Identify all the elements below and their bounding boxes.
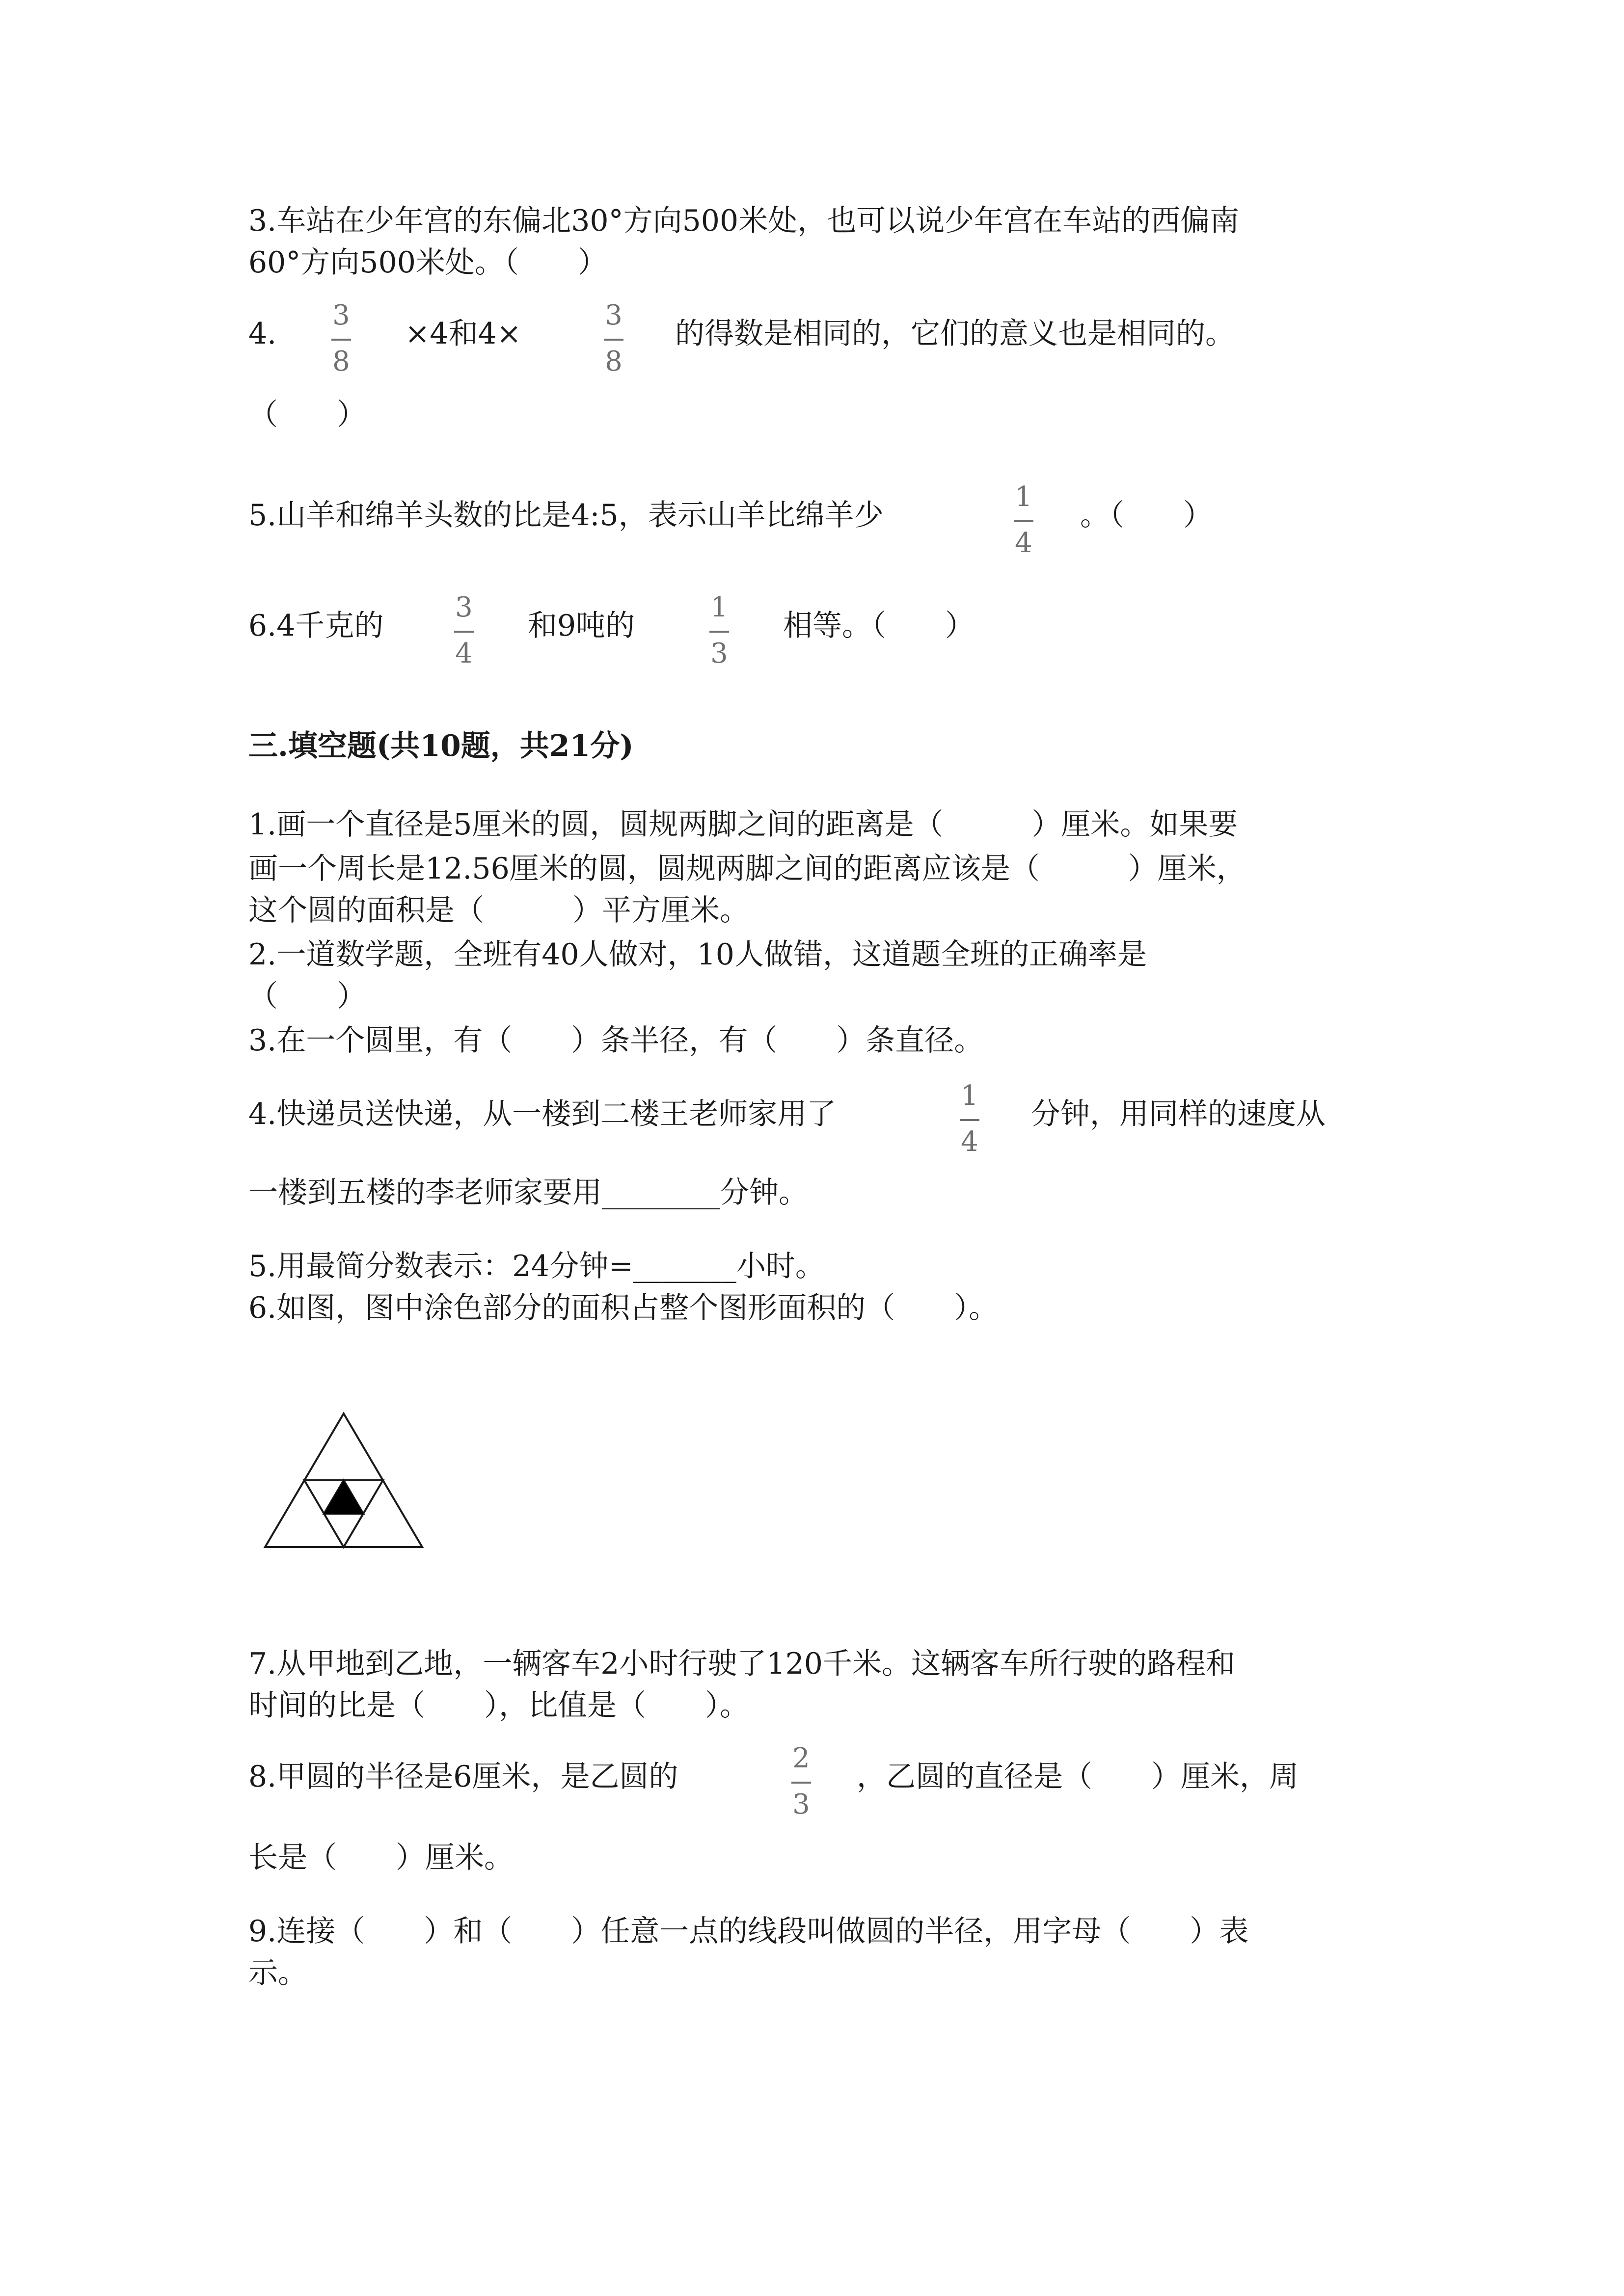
fraction-denominator: 8 [332,346,350,377]
fill-q9-line2: 示。 [248,1956,307,1990]
fraction-bar [604,339,623,341]
fraction-bar [709,631,729,633]
fraction-denominator: 4 [961,1126,978,1158]
judge-q5-tail: 。（ ） [1080,498,1213,533]
fraction-numerator: 3 [605,299,623,331]
fraction-numerator: 1 [710,591,728,623]
judge-q4-fraction-2 [594,298,633,382]
fraction-denominator: 3 [792,1789,810,1820]
fill-q4-text: 4.快递员送快递，从一楼到二楼王老师家用了 [248,1097,837,1131]
judge-q6-middle: 和9吨的 [528,609,635,643]
judge-q4-answer-blank: （ ） [248,398,366,432]
fill-q4-tail: 分钟，用同样的速度从 [1031,1097,1326,1131]
fraction-bar [791,1782,811,1784]
fill-q1-line1: 1.画一个直径是5厘米的圆，圆规两脚之间的距离是（ ）厘米。如果要 [248,807,1238,842]
judge-q5-fraction [1004,480,1043,563]
judge-q4-fraction-1 [322,298,361,382]
fill-q7-line2: 时间的比是（ ），比值是（ ）。 [248,1688,749,1723]
fill-q8-text: 8.甲圆的半径是6厘米，是乙圆的 [248,1760,678,1794]
fraction-bar [960,1119,979,1121]
fill-q3: 3.在一个圆里，有（ ）条半径，有（ ）条直径。 [248,1023,984,1058]
fraction-bar [1014,520,1033,522]
fill-q4-fraction [950,1079,989,1162]
fraction-bar [454,631,474,633]
fill-q1-line2: 画一个周长是12.56厘米的圆，圆规两脚之间的距离应该是（ ）厘米， [248,852,1246,886]
fill-q1-line3: 这个圆的面积是（ ）平方厘米。 [248,893,749,928]
judge-q4-tail: 的得数是相同的，它们的意义也是相同的。 [675,317,1235,351]
fill-q5: 5.用最简分数表示：24分钟=_______小时。 [248,1249,825,1283]
fill-q8-tail: ，乙圆的直径是（ ）厘米，周 [857,1760,1299,1794]
fraction-numerator: 3 [455,591,473,623]
judge-q3-line2: 60°方向500米处。（ ） [248,245,607,280]
judge-q3-line1: 3.车站在少年宫的东偏北30°方向500米处，也可以说少年宫在车站的西偏南 [248,204,1240,238]
judge-q5-text: 5.山羊和绵羊头数的比是4:5，表示山羊比绵羊少 [248,498,884,533]
fraction-numerator: 3 [332,299,350,331]
judge-q6-fraction-1 [444,590,484,674]
fill-q2-line2: （ ） [248,979,366,1014]
fill-q9-line1: 9.连接（ ）和（ ）任意一点的线段叫做圆的半径，用字母（ ）表 [248,1914,1249,1949]
fraction-denominator: 4 [455,638,473,669]
judge-q6-fraction-2 [700,590,739,674]
nested-triangles-figure [255,1404,432,1561]
shaded-triangle [324,1480,363,1514]
fraction-denominator: 4 [1015,527,1032,559]
fraction-bar [331,339,351,341]
judge-q4-middle: ×4和4× [405,317,521,351]
fill-q8-fraction [782,1741,821,1825]
judge-q4-number: 4. [248,317,277,351]
fill-q7-line1: 7.从甲地到乙地，一辆客车2小时行驶了120千米。这辆客车所行驶的路程和 [248,1647,1235,1681]
fill-q8-line2: 长是（ ）厘米。 [248,1841,514,1875]
fraction-denominator: 8 [605,346,623,377]
fraction-denominator: 3 [710,638,728,669]
judge-q6-text: 6.4千克的 [248,609,384,643]
fraction-numerator: 1 [1015,481,1032,513]
fill-q2-line1: 2.一道数学题，全班有40人做对，10人做错，这道题全班的正确率是 [248,937,1147,972]
fill-q6: 6.如图，图中涂色部分的面积占整个图形面积的（ ）。 [248,1291,999,1325]
fill-q4-line2: 一楼到五楼的李老师家要用________分钟。 [248,1175,808,1210]
fraction-numerator: 2 [792,1742,810,1774]
fraction-numerator: 1 [961,1080,978,1112]
judge-q6-tail: 相等。（ ） [783,609,974,643]
section-heading-fill-in: 三.填空题(共10题，共21分) [248,729,634,763]
